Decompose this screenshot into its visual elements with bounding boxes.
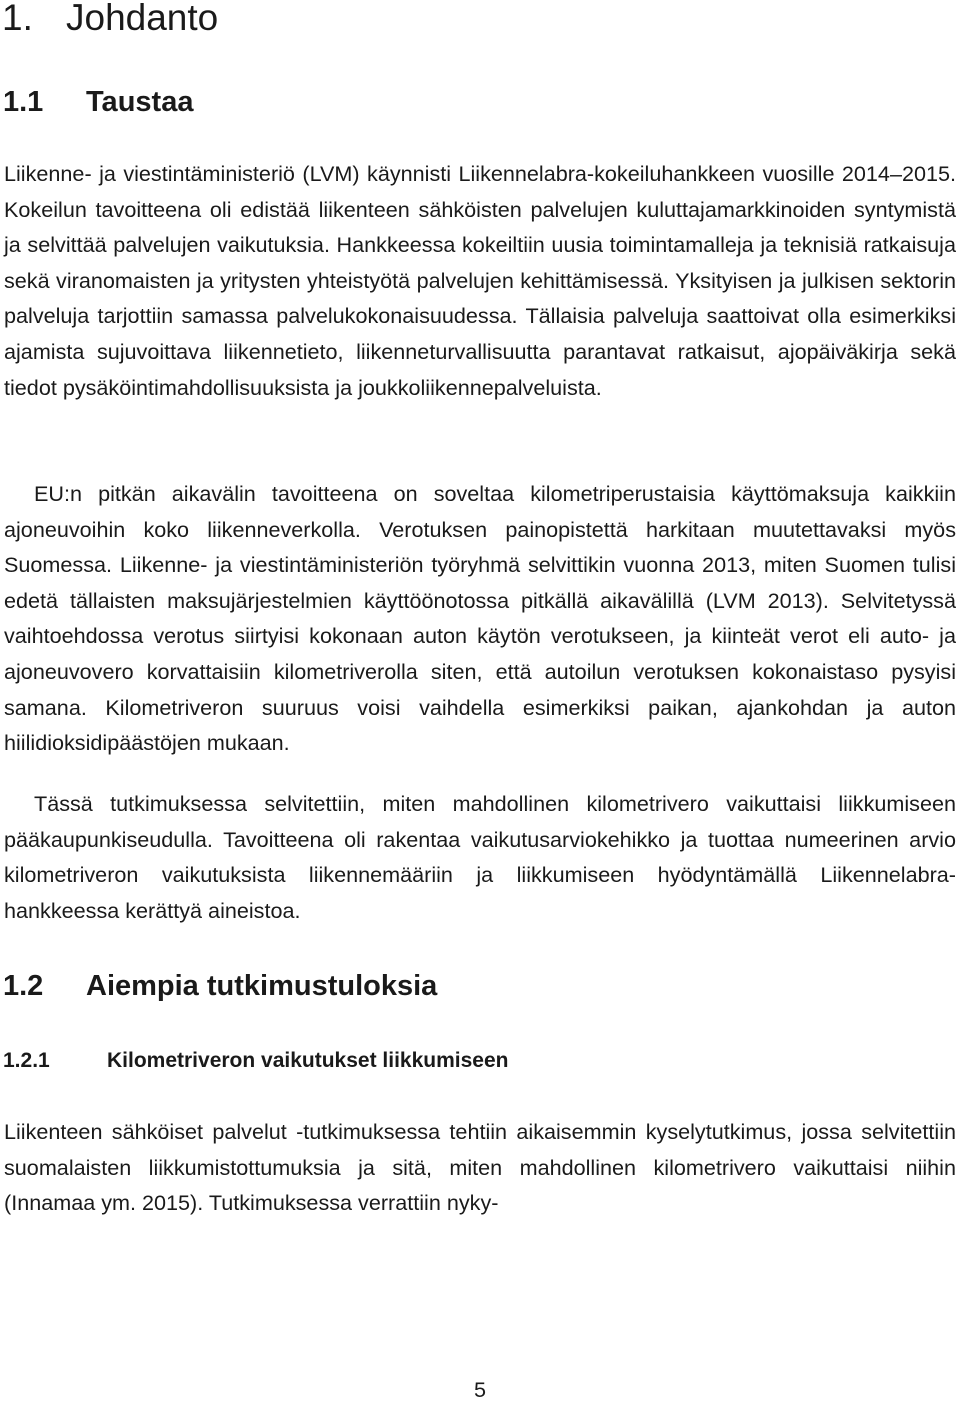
paragraph-km-tax-1: Liikenteen sähköiset palvelut -tutkimuksessa tehtiin aikaisemmin kyselytutkimus, jossa selvitettiin suomalaisten liikkumistottumuksia ja sitä, miten mahdollinen kilometrivero vaikuttaisi niihin (Innamaa ym. 2015). Tutkimuksessa verrattiin nyky- (4, 1119, 956, 1216)
section-title: Taustaa (86, 86, 194, 118)
chapter-heading (2, 0, 218, 42)
section-heading-previous-results (3, 966, 437, 1006)
subsection-heading-km-tax (3, 1046, 508, 1076)
section-title: Aiempia tutkimustuloksia (86, 970, 438, 1002)
section-number: 1.1 (3, 86, 44, 118)
section-heading-background (3, 82, 193, 122)
subsection-title: Kilometriveron vaikutukset liikkumiseen (107, 1049, 509, 1072)
page-number: 5 (473, 1377, 486, 1402)
chapter-title: Johdanto (66, 0, 219, 38)
paragraph-background-3: Tässä tutkimuksessa selvitettiin, miten mahdollinen kilometrivero vaikuttaisi liikkumiseen pääkaupunkiseudulla. Tavoitteena oli rakentaa vaikutusarviokehikko ja tuottaa numeerinen arvio kilometriveron vaikutuksista liikennemääriin ja liikkumiseen hyödyntämällä Liikennelabra-hankkeessa kerättyä aineistoa. (4, 791, 956, 923)
subsection-number: 1.2.1 (3, 1049, 50, 1072)
chapter-number: 1. (2, 0, 33, 38)
section-number: 1.2 (3, 970, 44, 1002)
paragraph-background-2: EU:n pitkän aikavälin tavoitteena on soveltaa kilometriperustaisia käyttömaksuja kaikkiin ajoneuvoihin koko liikenneverkolla. Verotuksen painopistettä harkitaan muutettavaksi myös Suomessa. Liikenne- ja viestintäministeriön työryhmä selvittikin vuonna 2013, miten Suomen tulisi edetä tällaisten maksujärjestelmien käyttöönotossa pitkällä aikavälillä (LVM 2013). Selvitetyssä vaihtoehdossa verotus siirtyisi kokonaan auton käytön verotukseen, ja kiinteät verot eli auto- ja ajoneuvovero korvattaisiin kilometriverolla siten, että autoilun verotuksen kokonaistaso pysyisi samana. Kilometriveron suuruus voisi vaihdella esimerkiksi paikan, ajankohdan ja auton hiilidioksidipäästöjen mukaan. (4, 481, 956, 756)
paragraph-background-1: Liikenne- ja viestintäministeriö (LVM) käynnisti Liikennelabra-kokeiluhankkeen vuosille 2014–2015. Kokeilun tavoitteena oli edistää liikenteen sähköisten palvelujen kuluttajamarkkinoiden syntymistä ja selvittää palvelujen vaikutuksia. Hankkeessa kokeiltiin uusia toimintamalleja ja teknisiä ratkaisuja sekä viranomaisten ja yritysten yhteistyötä palvelujen kehittämisessä. Yksityisen ja julkisen sektorin palveluja tarjottiin samassa palvelukokonaisuudessa. Tällaisia palveluja saattoivat olla esimerkiksi ajamista sujuvoittava liikennetieto, liikenneturvallisuutta parantavat ratkaisut, ajopäiväkirja sekä tiedot pysäköintimahdollisuuksista ja joukkoliikennepalveluista. (4, 161, 956, 400)
